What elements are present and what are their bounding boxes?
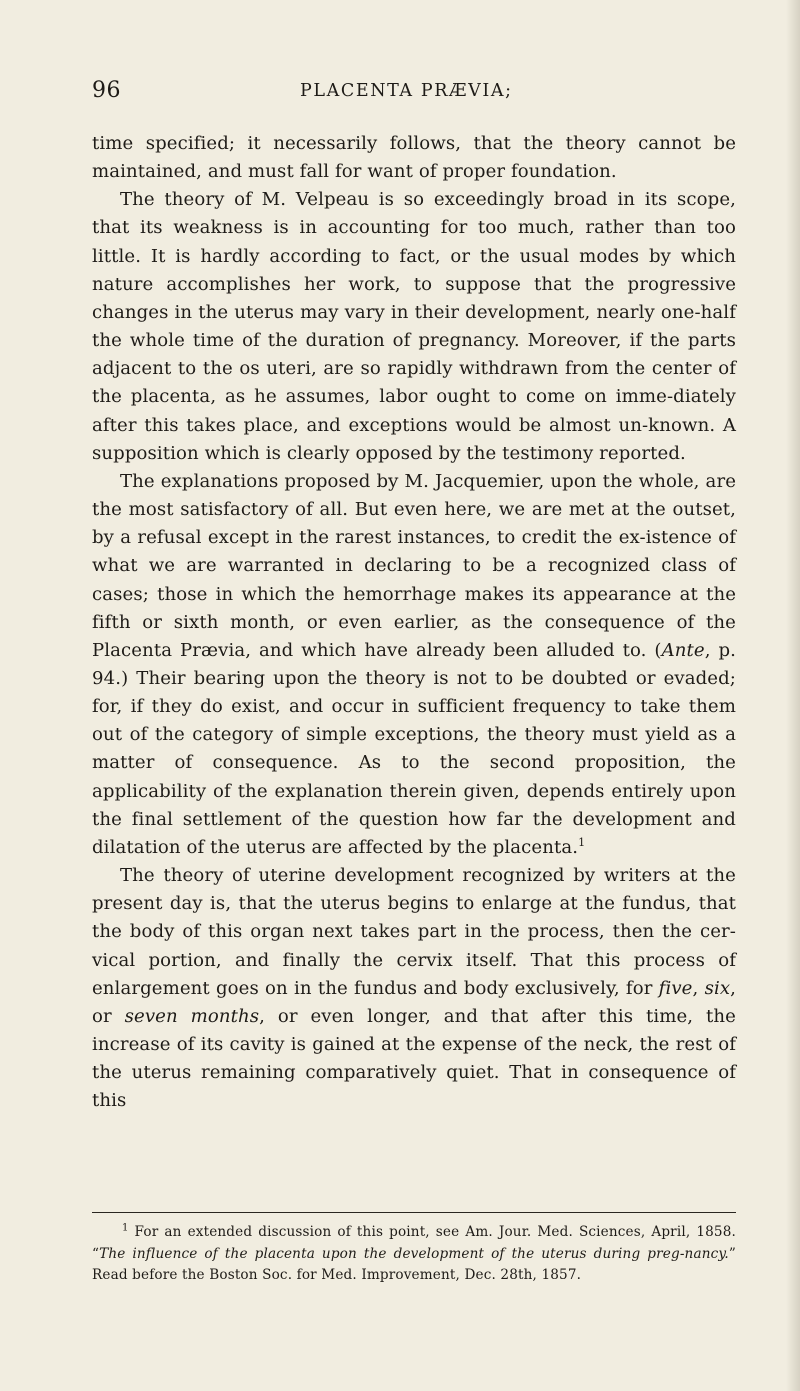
footnote-title: The influence of the placenta upon the development of the uterus during preg-nancy. xyxy=(99,1245,729,1262)
paragraph-3-text-b: , p. 94.) Their bearing upon the theory is not to be doubted or evaded; for, if they do exist, and occur in sufficient frequency to take them out of the category of simple exceptions, the theory must yield as a matter of consequence. As to the second proposition, the applicability of the explanation therein given, depends entirely upon the final settlement of the question how far the development and dilatation of the uterus are affected by the placenta. xyxy=(92,639,736,858)
paragraph-4-sep-2: , or xyxy=(92,977,736,1027)
body-text xyxy=(92,130,736,1115)
paragraph-4-text-a: The theory of uterine development recognized by writers at the present day is, that the uterus begins to enlarge at the fundus, that the body of this organ next takes part in the process, then the cer-vical portion, and finally the cervix itself. That this process of enlargement goes on in the fundus and body exclusively, for xyxy=(92,865,736,999)
page-edge-shadow xyxy=(786,0,800,1391)
paragraph-3 xyxy=(92,468,736,862)
running-head: PLACENTA PRÆVIA; xyxy=(300,81,513,101)
paragraph-4 xyxy=(92,862,736,1115)
emphasis-six: six xyxy=(704,977,731,999)
page-number: 96 xyxy=(92,78,121,103)
emphasis-five: five xyxy=(658,977,693,999)
page-header xyxy=(92,78,732,108)
ante-reference: Ante xyxy=(661,639,705,661)
paragraph-2: The theory of M. Velpeau is so exceedingly broad in its scope, that its weakness is in accounting for too much, rather than too little. It is hardly according to fact, or the usual modes by which nature accomplishes her work, to suppose that the progressive changes in the uterus may vary in their development, nearly one-half the whole time of the duration of pregnancy. Moreover, if the parts adjacent to the os uteri, are so rapidly withdrawn from the center of the placenta, as he assumes, labor ought to come on imme-diately after this takes place, and exceptions would be almost un-known. A supposition which is clearly opposed by the testimony reported. xyxy=(92,189,736,464)
footnote xyxy=(92,1222,736,1287)
footnote-reference[interactable]: 1 xyxy=(578,835,586,849)
footnote-text-a: For an extended discussion of this point, see Am. Jour. Med. Sciences, April, 1858. “ xyxy=(92,1224,736,1262)
footnote-text-b: ” Read before the Boston Soc. for Med. Improvement, Dec. 28th, 1857. xyxy=(92,1245,736,1283)
paragraph-4-text-b: , or even longer, and that after this time, the increase of its cavity is gained at the expense of the neck, the rest of the uterus remaining comparatively quiet. That in consequence of this xyxy=(92,1005,736,1112)
paragraph-4-sep-1: , xyxy=(692,977,705,999)
footnote-mark: 1 xyxy=(122,1222,129,1234)
paragraph-1: time specified; it necessarily follows, that the theory cannot be maintained, and must fall for want of proper foundation. xyxy=(92,133,736,183)
emphasis-seven-months: seven months xyxy=(124,1005,260,1027)
paragraph-3-text-a: The explanations proposed by M. Jacquemier, upon the whole, are the most satisfactory of all. But even here, we are met at the outset, by a refusal except in the rarest instances, to credit the ex-istence of what we are warranted in declaring to be a recognized class of cases; those in which the hemorrhage makes its appearance at the fifth or sixth month, or even earlier, as the consequence of the Placenta Prævia, and which have already been alluded to. ( xyxy=(92,470,736,661)
footnote-rule xyxy=(92,1212,736,1213)
